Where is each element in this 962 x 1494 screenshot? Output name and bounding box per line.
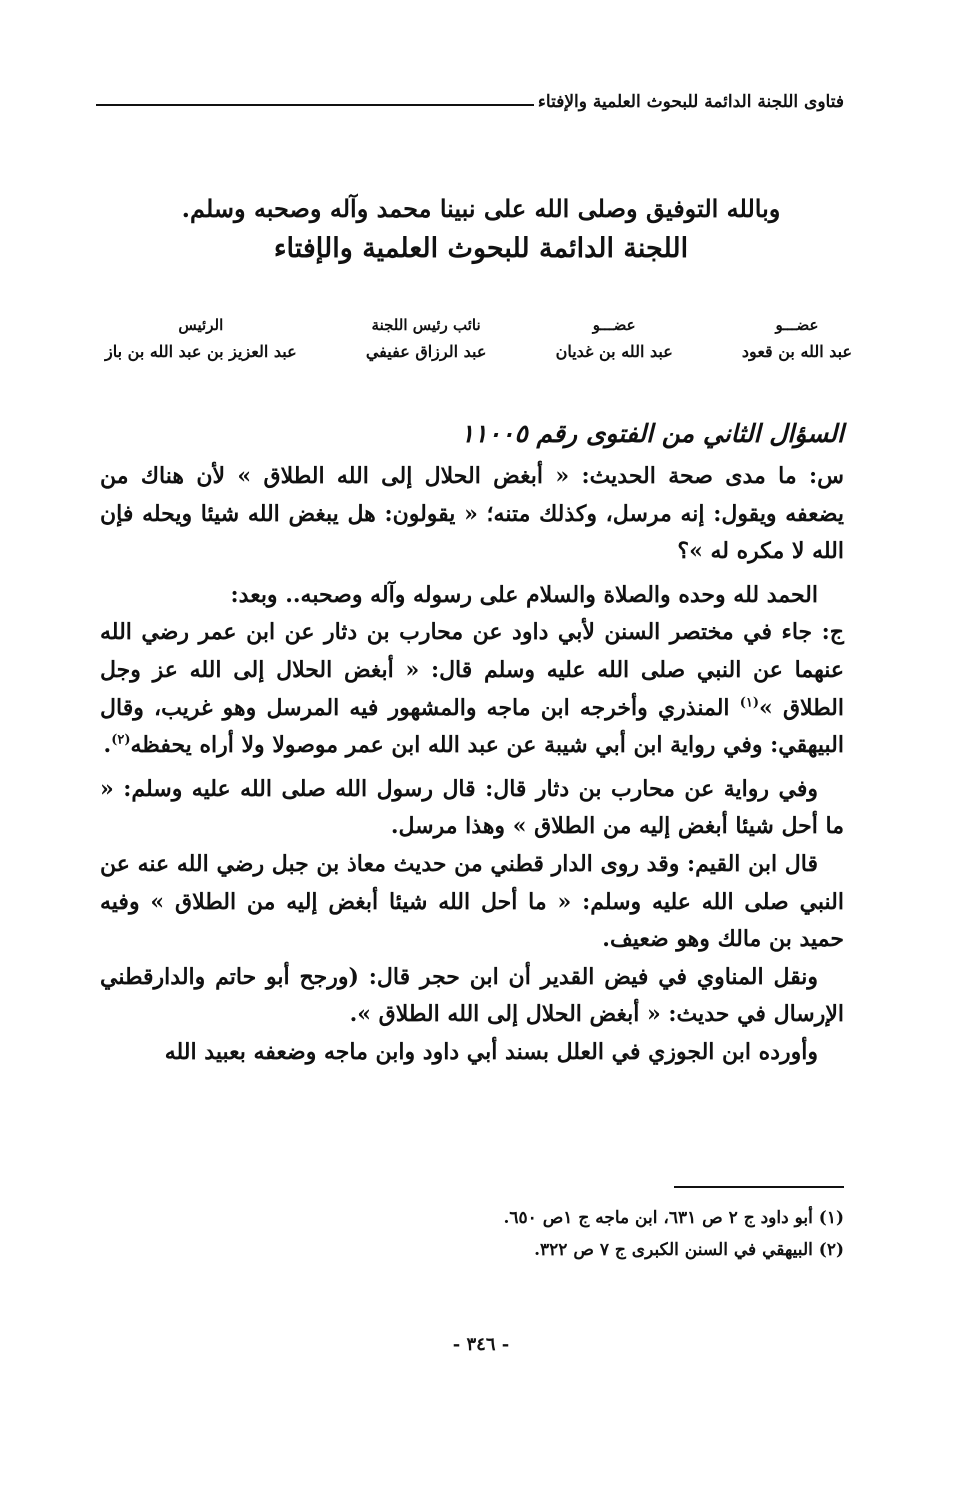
footnotes (100, 1186, 844, 1266)
answer-paragraph-2: وفي رواية عن محارب بن دثار قال: قال رسول الله صلى الله عليه وسلم: « ما أحل شيئا أبغض إليه من الطلاق » وهذا مرسل. (100, 775, 844, 840)
committee-name: اللجنة الدائمة للبحوث العلمية والإفتاء (273, 233, 689, 264)
signature-name: عبد الله بن غديان (555, 342, 673, 361)
answer-paragraph-3: قال ابن القيم: وقد روى الدار قطني من حديث معاذ بن جبل رضي الله عنه عن النبي صلى الله عليه وسلم: « ما أحل الله شيئا أبغض إليه من الطلاق » وفيه حميد بن مالك وهو ضعيف. (100, 850, 844, 953)
signature-role: عضـــو (775, 316, 819, 334)
page-number: - ٣٤٦ - (452, 1334, 510, 1355)
signature-name: عبد الرزاق عفيفي (365, 342, 487, 361)
signature-role: نائب رئيس اللجنة (371, 316, 481, 334)
signature-name: عبد العزيز بن عبد الله بن باز (105, 342, 297, 361)
answer-paragraph-1 (100, 614, 844, 764)
footnote-marker-1: (١) (739, 695, 759, 711)
footnote-2: (٢) البيهقي في السنن الكبرى ج ٧ ص ٣٢٢. (534, 1240, 844, 1260)
signature-vice-chair (366, 313, 487, 367)
footnote-rule (674, 1186, 844, 1188)
signature-role: الرئيس (178, 316, 224, 334)
answer-paragraph-4: ونقل المناوي في فيض القدير أن ابن حجر قال: (ورجح أبو حاتم والدارقطني الإرسال في حديث: « أبغض الحلال إلى الله الطلاق ». (100, 963, 844, 1028)
answer-p1-part-a: ج: جاء في مختصر السنن لأبي داود عن محارب بن دثار عن ابن عمر رضي الله عنهما عن النبي صلى الله عليه وسلم قال: « أبغض الحلال إلى الله عز وجل الطلاق » (100, 619, 844, 721)
signature-member-1 (742, 313, 852, 367)
answer-opening: الحمد لله وحده والصلاة والسلام على رسوله وآله وصحبه.. وبعد: (230, 581, 818, 608)
signature-member-2 (556, 313, 673, 367)
running-header (96, 84, 844, 112)
closing-line: وبالله التوفيق وصلى الله على نبينا محمد وآله وصحبه وسلم. (181, 194, 781, 223)
header-rule (96, 104, 534, 106)
footnote-1: (١) أبو داود ج ٢ ص ٦٣١، ابن ماجه ج ١ص ٦٥٠. (503, 1208, 844, 1228)
footnote-marker-2: (٢) (111, 732, 131, 748)
signature-name: عبد الله بن قعود (741, 342, 852, 361)
answer-paragraph-5: وأورده ابن الجوزي في العلل بسند أبي داود وابن ماجه وضعفه بعبيد الله (164, 1038, 818, 1065)
answer-p1-end: . (103, 732, 112, 759)
answer-p1-part-b: المنذري وأخرجه ابن ماجه والمشهور فيه المرسل وهو غريب، وقال البيهقي: وفي رواية ابن أبي شيبة عن عبد الله ابن عمر موصولا ولا أراه يحفظه (100, 694, 844, 759)
signature-chair (105, 313, 297, 367)
question-heading: السؤال الثاني من الفتوى رقم ١١٠٠٥ (460, 419, 844, 448)
fatwa-closing (120, 190, 842, 270)
signatures-block (105, 313, 852, 367)
running-title: فتاوى اللجنة الدائمة للبحوث العلمية والإفتاء (537, 92, 844, 112)
main-text (100, 412, 844, 1072)
signature-role: عضـــو (592, 316, 636, 334)
question-text: س: ما مدى صحة الحديث: « أبغض الحلال إلى الله الطلاق » لأن هناك من يضعفه ويقول: إنه مرسل، وكذلك متنه؛ « يقولون: هل يبغض الله شيئا ويحله فإن الله لا مكره له »؟ (100, 463, 844, 565)
